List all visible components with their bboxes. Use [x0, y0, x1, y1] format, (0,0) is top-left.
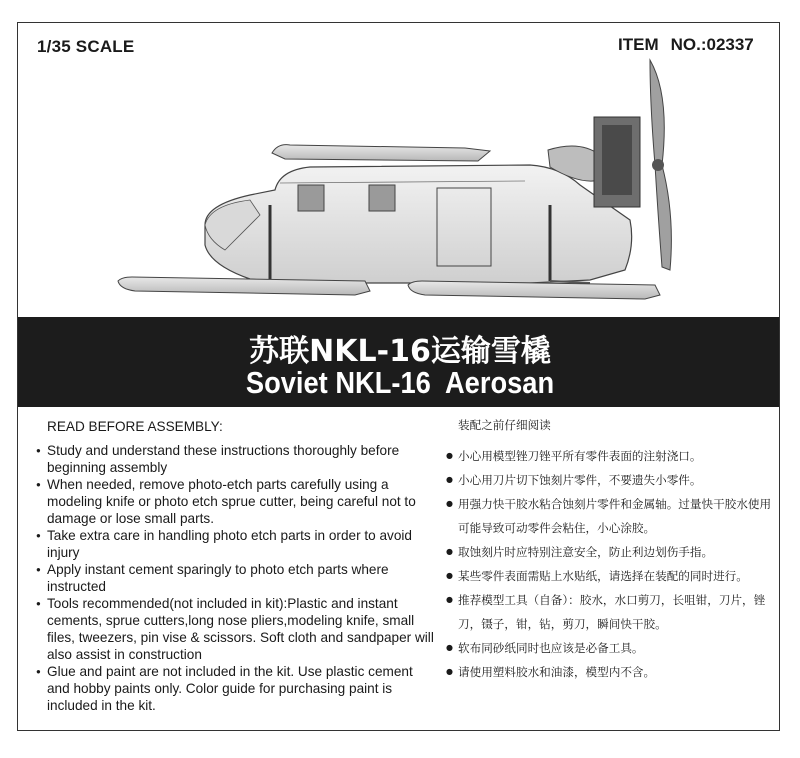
list-item: ● 取蚀刻片时应特别注意安全，防止利边划伤手指。 — [446, 540, 776, 564]
item-no: NO.:02337 — [670, 35, 754, 54]
instructions-chinese — [446, 417, 776, 684]
list-item: ● When needed, remove photo-etch parts carefully using a modeling knife or photo etch sprue cutter, being careful not to damage or lose small parts. — [36, 476, 436, 527]
title-chinese: 苏联NKL-16运输雪橇 — [249, 334, 551, 369]
list-item: ● Apply instant cement sparingly to photo etch parts where instructed — [36, 561, 436, 595]
instructions-list — [36, 442, 436, 714]
instructions-english — [36, 418, 436, 714]
list-item: ● 某些零件表面需贴上水贴纸，请选择在装配的同时进行。 — [446, 564, 776, 588]
item-label: ITEM — [618, 35, 659, 54]
list-item: ● 请使用塑料胶水和油漆，模型内不含。 — [446, 660, 776, 684]
list-item: ● Study and understand these instructions thoroughly before beginning assembly — [36, 442, 436, 476]
aerosan-illustration — [110, 55, 700, 317]
list-item: ● Tools recommended(not included in kit):Plastic and instant cements, sprue cutters,long nose pliers,modeling knife, small files, tweezers, pin vise & scissors. Soft cloth and sandpaper will also assist in construction — [36, 595, 436, 663]
list-item: ● 小心用模型锉刀锉平所有零件表面的注射浇口。 — [446, 444, 776, 468]
instructions-list-cn — [446, 444, 776, 684]
list-item: ● 推荐模型工具（自备）：胶水，水口剪刀，长咀钳，刀片，锉刀，镊子，钳，钻，剪刀，瞬间快干胶。 — [446, 588, 776, 636]
list-item: ● Take extra care in handling photo etch parts in order to avoid injury — [36, 527, 436, 561]
list-item: ● 用强力快干胶水粘合蚀刻片零件和金属轴。过量快干胶水使用可能导致可动零件会粘住，小心涂胶。 — [446, 492, 776, 540]
list-item: ● 小心用刀片切下蚀刻片零件，不要遗失小零件。 — [446, 468, 776, 492]
instructions-heading: READ BEFORE ASSEMBLY: — [47, 419, 223, 434]
title-english: Soviet NKL-16 Aerosan — [245, 365, 555, 400]
scale-label: 1/35 SCALE — [37, 37, 135, 56]
instructions-heading-cn: 装配之前仔细阅读 — [458, 418, 551, 432]
item-number — [618, 35, 754, 55]
list-item: ● 软布同砂纸同时也应该是必备工具。 — [446, 636, 776, 660]
list-item: ● Glue and paint are not included in the kit. Use plastic cement and hobby paints only. Color guide for purchasing paint is included in the kit. — [36, 663, 436, 714]
